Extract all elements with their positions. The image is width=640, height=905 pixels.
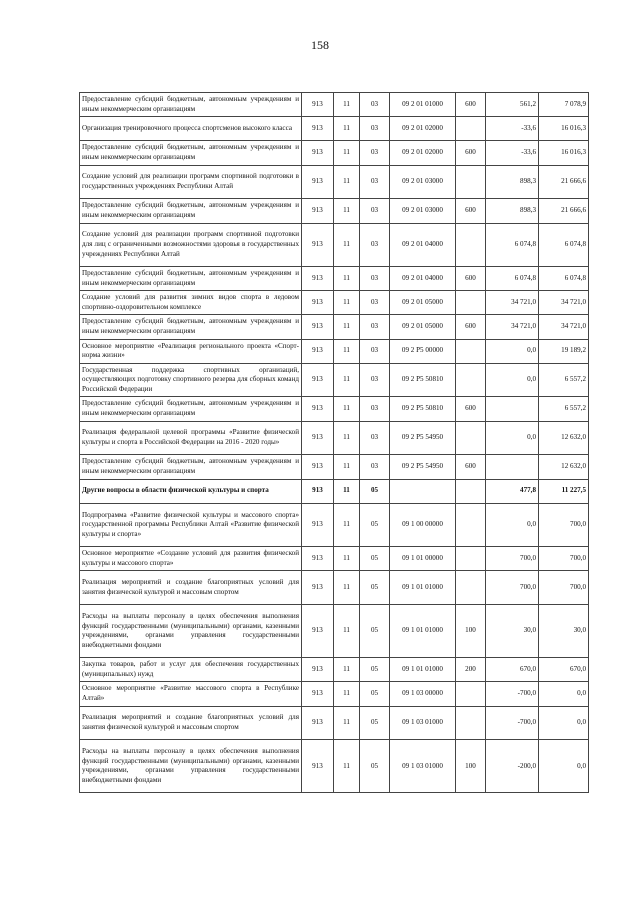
cell-target-article: 09 2 01 04000 [390, 266, 456, 290]
table-row [80, 455, 589, 479]
cell-subsection: 05 [360, 706, 390, 740]
budget-table-body [80, 93, 589, 793]
cell-section: 11 [334, 363, 360, 397]
cell-grbs: 913 [302, 315, 334, 339]
cell-amount-2: 700,0 [539, 571, 589, 605]
cell-amount-1: 6 074,8 [486, 266, 539, 290]
cell-amount-2: 0,0 [539, 706, 589, 740]
cell-expense-type [456, 291, 486, 315]
cell-subsection: 03 [360, 266, 390, 290]
cell-section: 11 [334, 571, 360, 605]
cell-expense-type [456, 503, 486, 546]
table-row [80, 740, 589, 793]
cell-amount-1: 34 721,0 [486, 291, 539, 315]
cell-amount-2: 6 074,8 [539, 223, 589, 266]
table-row [80, 339, 589, 363]
cell-target-article: 09 1 00 00000 [390, 503, 456, 546]
cell-amount-1: -700,0 [486, 682, 539, 706]
cell-section: 11 [334, 397, 360, 421]
cell-subsection: 03 [360, 141, 390, 165]
cell-amount-1: 0,0 [486, 421, 539, 455]
table-row [80, 479, 589, 503]
table-row [80, 199, 589, 223]
cell-section: 11 [334, 315, 360, 339]
cell-target-article: 09 2 01 02000 [390, 117, 456, 141]
cell-name: Реализация мероприятий и создание благоприятных условий для занятия физической культурой и массовым спортом [80, 706, 302, 740]
cell-target-article: 09 2 01 05000 [390, 291, 456, 315]
cell-subsection: 05 [360, 658, 390, 682]
cell-amount-1: 700,0 [486, 547, 539, 571]
cell-name: Другие вопросы в области физической культуры и спорта [80, 479, 302, 503]
cell-target-article: 09 2 01 04000 [390, 223, 456, 266]
cell-expense-type [456, 339, 486, 363]
table-row [80, 605, 589, 658]
cell-expense-type: 100 [456, 740, 486, 793]
cell-name: Реализация федеральной целевой программы «Развитие физической культуры и спорта в Российской Федерации на 2016 - 2020 годы» [80, 421, 302, 455]
cell-subsection: 03 [360, 315, 390, 339]
cell-target-article: 09 2 01 05000 [390, 315, 456, 339]
table-row [80, 363, 589, 397]
cell-name: Предоставление субсидий бюджетным, автономным учреждениям и иным некоммерческим организациям [80, 141, 302, 165]
cell-section: 11 [334, 141, 360, 165]
cell-target-article: 09 1 01 01000 [390, 605, 456, 658]
cell-amount-2: 6 557,2 [539, 363, 589, 397]
cell-section: 11 [334, 199, 360, 223]
cell-subsection: 05 [360, 740, 390, 793]
cell-target-article: 09 1 01 01000 [390, 571, 456, 605]
table-row [80, 117, 589, 141]
cell-expense-type [456, 165, 486, 199]
cell-amount-1: -200,0 [486, 740, 539, 793]
cell-expense-type: 600 [456, 455, 486, 479]
cell-section: 11 [334, 605, 360, 658]
cell-subsection: 03 [360, 93, 390, 117]
cell-grbs: 913 [302, 455, 334, 479]
cell-name: Закупка товаров, работ и услуг для обеспечения государственных (муниципальных) нужд [80, 658, 302, 682]
cell-target-article: 09 1 03 00000 [390, 682, 456, 706]
cell-amount-1: 477,8 [486, 479, 539, 503]
cell-section: 11 [334, 266, 360, 290]
cell-grbs: 913 [302, 141, 334, 165]
cell-section: 11 [334, 223, 360, 266]
cell-amount-2: 12 632,0 [539, 455, 589, 479]
cell-amount-1: -700,0 [486, 706, 539, 740]
cell-target-article: 09 2 01 01000 [390, 93, 456, 117]
cell-amount-1: 898,3 [486, 199, 539, 223]
table-row [80, 547, 589, 571]
cell-name: Предоставление субсидий бюджетным, автономным учреждениям и иным некоммерческим организациям [80, 199, 302, 223]
cell-amount-1: 670,0 [486, 658, 539, 682]
cell-grbs: 913 [302, 165, 334, 199]
table-row [80, 223, 589, 266]
table-row [80, 503, 589, 546]
cell-target-article: 09 1 03 01000 [390, 740, 456, 793]
cell-section: 11 [334, 479, 360, 503]
table-row [80, 397, 589, 421]
cell-amount-1: 0,0 [486, 339, 539, 363]
cell-amount-1: 6 074,8 [486, 223, 539, 266]
cell-amount-2: 19 189,2 [539, 339, 589, 363]
cell-expense-type [456, 571, 486, 605]
cell-subsection: 05 [360, 479, 390, 503]
cell-amount-2: 0,0 [539, 682, 589, 706]
cell-name: Реализация мероприятий и создание благоприятных условий для занятия физической культурой и массовым спортом [80, 571, 302, 605]
cell-amount-2: 12 632,0 [539, 421, 589, 455]
cell-grbs: 913 [302, 117, 334, 141]
table-row [80, 165, 589, 199]
cell-expense-type: 600 [456, 141, 486, 165]
cell-target-article: 09 2 P5 50810 [390, 363, 456, 397]
cell-amount-2: 6 074,8 [539, 266, 589, 290]
cell-section: 11 [334, 165, 360, 199]
cell-amount-1: 898,3 [486, 165, 539, 199]
cell-grbs: 913 [302, 339, 334, 363]
cell-amount-2: 21 666,6 [539, 165, 589, 199]
cell-expense-type [456, 363, 486, 397]
cell-expense-type: 600 [456, 199, 486, 223]
cell-section: 11 [334, 455, 360, 479]
table-row [80, 706, 589, 740]
cell-amount-2: 16 016,3 [539, 117, 589, 141]
cell-amount-1: 34 721,0 [486, 315, 539, 339]
cell-amount-1 [486, 455, 539, 479]
table-row [80, 93, 589, 117]
cell-grbs: 913 [302, 658, 334, 682]
cell-name: Подпрограмма «Развитие физической культуры и массового спорта» государственной программы Республики Алтай «Развитие физической культуры и спорта» [80, 503, 302, 546]
cell-target-article: 09 2 P5 54950 [390, 421, 456, 455]
cell-section: 11 [334, 740, 360, 793]
table-row [80, 421, 589, 455]
cell-amount-2: 7 078,9 [539, 93, 589, 117]
cell-expense-type [456, 479, 486, 503]
cell-section: 11 [334, 93, 360, 117]
cell-amount-2: 0,0 [539, 740, 589, 793]
cell-expense-type: 600 [456, 266, 486, 290]
cell-grbs: 913 [302, 503, 334, 546]
table-row [80, 315, 589, 339]
cell-section: 11 [334, 706, 360, 740]
cell-grbs: 913 [302, 397, 334, 421]
cell-name: Основное мероприятие «Развитие массового спорта в Республике Алтай» [80, 682, 302, 706]
cell-amount-2: 16 016,3 [539, 141, 589, 165]
cell-subsection: 03 [360, 291, 390, 315]
cell-expense-type: 600 [456, 315, 486, 339]
cell-expense-type: 200 [456, 658, 486, 682]
cell-name: Создание условий для развития зимних видов спорта в ледовом спортивно-оздоровительном комплексе [80, 291, 302, 315]
cell-subsection: 03 [360, 223, 390, 266]
cell-section: 11 [334, 339, 360, 363]
cell-amount-1: -33,6 [486, 141, 539, 165]
cell-expense-type [456, 421, 486, 455]
cell-target-article: 09 1 01 01000 [390, 658, 456, 682]
cell-subsection: 05 [360, 571, 390, 605]
cell-section: 11 [334, 682, 360, 706]
cell-subsection: 03 [360, 397, 390, 421]
cell-grbs: 913 [302, 740, 334, 793]
cell-grbs: 913 [302, 421, 334, 455]
cell-name: Создание условий для реализации программ спортивной подготовки в государственных учреждениях Республики Алтай [80, 165, 302, 199]
cell-expense-type: 600 [456, 93, 486, 117]
cell-grbs: 913 [302, 291, 334, 315]
cell-grbs: 913 [302, 706, 334, 740]
cell-name: Основное мероприятие «Реализация регионального проекта «Спорт-норма жизни» [80, 339, 302, 363]
cell-amount-1: -33,6 [486, 117, 539, 141]
cell-expense-type [456, 706, 486, 740]
cell-subsection: 05 [360, 547, 390, 571]
cell-name: Расходы на выплаты персоналу в целях обеспечения выполнения функций государственными (муниципальными) органами, казенными учреждениями, органами управления государственными внебюджетными фондами [80, 605, 302, 658]
cell-target-article: 09 2 01 03000 [390, 199, 456, 223]
cell-amount-2: 700,0 [539, 547, 589, 571]
cell-subsection: 03 [360, 455, 390, 479]
cell-expense-type [456, 223, 486, 266]
cell-name: Государственная поддержка спортивных организаций, осуществляющих подготовку спортивного резерва для сборных команд Российской Федерации [80, 363, 302, 397]
cell-grbs: 913 [302, 223, 334, 266]
cell-amount-1: 700,0 [486, 571, 539, 605]
cell-target-article: 09 2 P5 54950 [390, 455, 456, 479]
cell-section: 11 [334, 117, 360, 141]
cell-expense-type: 100 [456, 605, 486, 658]
table-row [80, 682, 589, 706]
cell-grbs: 913 [302, 547, 334, 571]
cell-name: Основное мероприятие «Создание условий для развития физической культуры и массового спорта» [80, 547, 302, 571]
cell-name: Предоставление субсидий бюджетным, автономным учреждениям и иным некоммерческим организациям [80, 455, 302, 479]
cell-name: Предоставление субсидий бюджетным, автономным учреждениям и иным некоммерческим организациям [80, 266, 302, 290]
cell-subsection: 03 [360, 165, 390, 199]
cell-grbs: 913 [302, 93, 334, 117]
cell-grbs: 913 [302, 363, 334, 397]
cell-subsection: 03 [360, 339, 390, 363]
cell-expense-type [456, 547, 486, 571]
cell-grbs: 913 [302, 682, 334, 706]
table-row [80, 571, 589, 605]
cell-amount-1: 0,0 [486, 503, 539, 546]
cell-amount-2: 30,0 [539, 605, 589, 658]
budget-table [79, 92, 589, 793]
table-row [80, 291, 589, 315]
cell-section: 11 [334, 658, 360, 682]
cell-amount-2: 6 557,2 [539, 397, 589, 421]
cell-subsection: 03 [360, 363, 390, 397]
cell-amount-1: 30,0 [486, 605, 539, 658]
cell-section: 11 [334, 291, 360, 315]
cell-name: Предоставление субсидий бюджетным, автономным учреждениям и иным некоммерческим организациям [80, 315, 302, 339]
cell-subsection: 05 [360, 605, 390, 658]
cell-amount-2: 21 666,6 [539, 199, 589, 223]
cell-target-article: 09 1 03 01000 [390, 706, 456, 740]
cell-amount-1: 0,0 [486, 363, 539, 397]
table-row [80, 658, 589, 682]
cell-name: Создание условий для реализации программ спортивной подготовки для лиц с ограниченными возможностями здоровья в государственных учреждениях Республики Алтай [80, 223, 302, 266]
table-row [80, 141, 589, 165]
cell-grbs: 913 [302, 605, 334, 658]
cell-target-article: 09 2 01 03000 [390, 165, 456, 199]
cell-target-article [390, 479, 456, 503]
cell-amount-2: 11 227,5 [539, 479, 589, 503]
cell-target-article: 09 2 01 02000 [390, 141, 456, 165]
cell-section: 11 [334, 547, 360, 571]
cell-grbs: 913 [302, 571, 334, 605]
cell-name: Предоставление субсидий бюджетным, автономным учреждениям и иным некоммерческим организациям [80, 397, 302, 421]
cell-name: Предоставление субсидий бюджетным, автономным учреждениям и иным некоммерческим организациям [80, 93, 302, 117]
cell-grbs: 913 [302, 266, 334, 290]
cell-grbs: 913 [302, 479, 334, 503]
cell-section: 11 [334, 421, 360, 455]
cell-amount-1 [486, 397, 539, 421]
cell-name: Организация тренировочного процесса спортсменов высокого класса [80, 117, 302, 141]
cell-expense-type [456, 117, 486, 141]
cell-amount-2: 670,0 [539, 658, 589, 682]
cell-grbs: 913 [302, 199, 334, 223]
cell-expense-type: 600 [456, 397, 486, 421]
cell-amount-1: 561,2 [486, 93, 539, 117]
cell-subsection: 03 [360, 199, 390, 223]
cell-amount-2: 34 721,0 [539, 291, 589, 315]
cell-section: 11 [334, 503, 360, 546]
cell-expense-type [456, 682, 486, 706]
cell-subsection: 05 [360, 503, 390, 546]
cell-target-article: 09 2 P5 00000 [390, 339, 456, 363]
cell-subsection: 05 [360, 682, 390, 706]
page-number: 158 [311, 38, 329, 52]
cell-subsection: 03 [360, 421, 390, 455]
cell-target-article: 09 1 01 00000 [390, 547, 456, 571]
table-row [80, 266, 589, 290]
cell-name: Расходы на выплаты персоналу в целях обеспечения выполнения функций государственными (муниципальными) органами, казенными учреждениями, органами управления государственными внебюджетными фондами [80, 740, 302, 793]
cell-target-article: 09 2 P5 50810 [390, 397, 456, 421]
cell-amount-2: 700,0 [539, 503, 589, 546]
cell-subsection: 03 [360, 117, 390, 141]
cell-amount-2: 34 721,0 [539, 315, 589, 339]
